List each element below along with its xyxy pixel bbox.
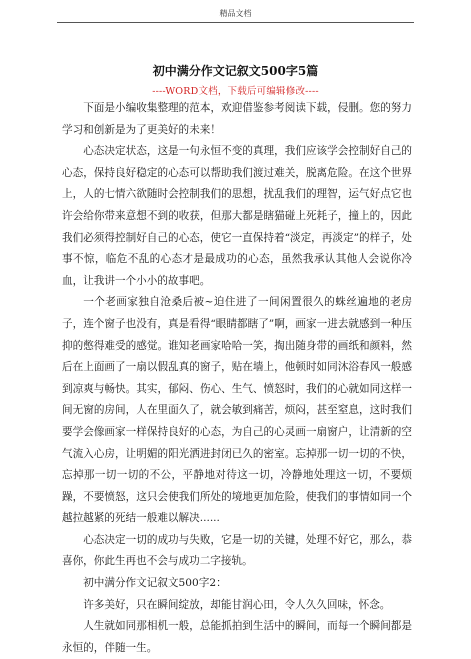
document-body	[62, 98, 412, 659]
paragraph: 下面是小编收集整理的范本，欢迎借鉴参考阅读下载，侵删。您的努力学习和创新是为了更美好的未来！	[62, 102, 412, 136]
paragraph: 初中满分作文记叙文500字2：	[83, 577, 227, 590]
paragraph: 许多美好，只在瞬间绽放，却能甘润心田，令人久久回味，怀念。	[83, 598, 391, 611]
paragraph: 一个老画家独自沧桑后被~迫住进了一间闲置很久的蛛丝遍地的老房子，连个窗子也没有，真是看得“眼睛都瞎了”啊，画家一进去就感到一种压抑的憋得难受的感觉。谁知老画家哈哈一笑，掏出随身带的画纸和颜料，然后在上面画了一扇以假乱真的窗子，贴在墙上，他顿时如同沐浴春风一般感到凉爽与畅快。其实，郁闷、伤心、生气、愤怒时，我们的心就如同这样一间无窗的房间，人在里面久了，就会敏到痛苦，烦闷，甚至窒息，这时我们要学会像画家一样保持良好的心态，为自己的心灵画一扇窗户，让清新的空气流入心房，让明媚的阳光洒进封闭已久的密室。忘掉那一切一切的不快，忘掉那一切一切的不公，平静地对待这一切，冷静地处理这一切，不要烦躁，不要愤怒，这只会使我们所处的境地更加危险，使我们的事情如同一个越拉越紧的死结一般难以解决......	[62, 296, 412, 525]
paragraph: 心态决定状态，这是一句永恒不变的真理，我们应该学会控制好自己的心态，保持良好稳定的心态可以帮助我们渡过难关，脱离危险。在这个世界上，人的七情六欲随时会控制我们的思想，扰乱我们的理智，运气好点它也许会给你带来意想不到的收获，但那大都是瞎猫碰上死耗子，撞上的，因此我们必须得控制好自己的心态，使它一直保持着“淡定，再淡定”的样子，处事不惊，临危不乱的心态才是最成功的心态，虽然我承认其他人会说你冷血，让我讲一个小小的故事吧。	[62, 145, 412, 287]
paragraph: 心态决定一切的成功与失败，它是一切的关键，处理不好它，那么，恭喜你，你此生再也不会与成功二字接轨。	[62, 533, 412, 568]
document-subtitle: ----WORD文档，下载后可编辑修改----	[152, 86, 319, 97]
header-divider	[57, 22, 414, 23]
page-header-label: 精品文档	[219, 9, 252, 18]
document-title: 初中满分作文记叙文500字5篇	[152, 64, 319, 78]
paragraph: 人生就如同那相机一般，总能抓拍到生活中的瞬间，而每一个瞬间都是永恒的，伴随一生。	[62, 620, 412, 654]
